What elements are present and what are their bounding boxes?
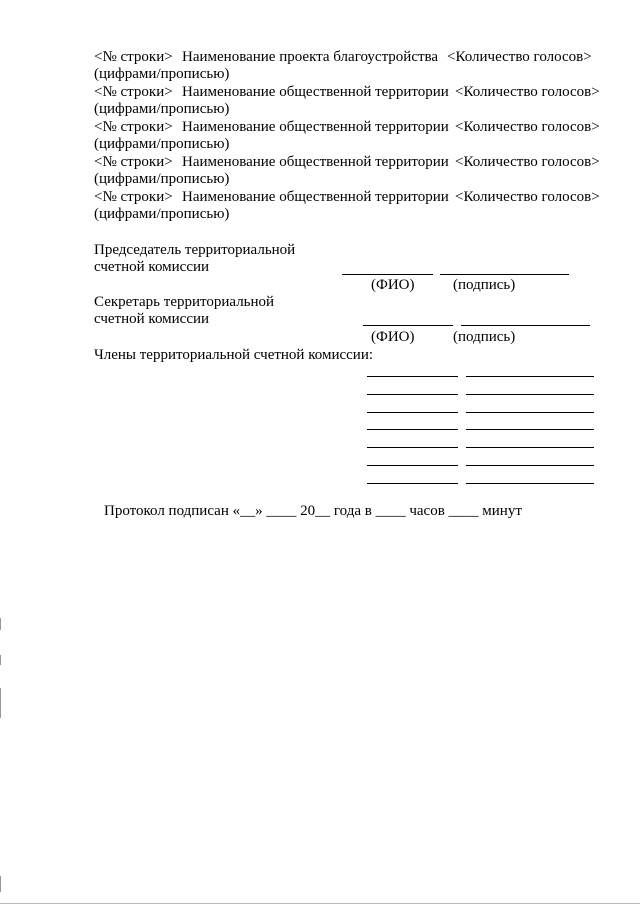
row-note: (цифрами/прописью): [94, 206, 230, 222]
row-number: <№ строки>: [94, 154, 173, 170]
row-number: <№ строки>: [94, 49, 173, 65]
member-signature-line[interactable]: [466, 394, 594, 395]
secretary-fio-line[interactable]: [363, 325, 453, 326]
member-fio-line[interactable]: [367, 394, 458, 395]
row-name: Наименование общественной территории: [182, 154, 449, 170]
fio-caption: (ФИО): [371, 277, 415, 293]
member-signature-line[interactable]: [466, 465, 594, 466]
scan-edge-mark: [0, 688, 1, 718]
row-number: <№ строки>: [94, 84, 173, 100]
row-number: <№ строки>: [94, 119, 173, 135]
row-note: (цифрами/прописью): [94, 171, 230, 187]
chairman-title: Председатель территориальной: [94, 242, 296, 258]
member-fio-line[interactable]: [367, 412, 458, 413]
row-note: (цифрами/прописью): [94, 66, 230, 82]
signature-caption: (подпись): [453, 277, 516, 293]
row-votes: <Количество голосов>: [455, 119, 600, 135]
chairman-title-cont: счетной комиссии: [94, 259, 210, 275]
member-fio-line[interactable]: [367, 483, 458, 484]
member-fio-line[interactable]: [367, 447, 458, 448]
secretary-signature-line[interactable]: [461, 325, 590, 326]
row-votes: <Количество голосов>: [447, 49, 592, 65]
row-name: Наименование общественной территории: [182, 119, 449, 135]
row-number: <№ строки>: [94, 189, 173, 205]
row-note: (цифрами/прописью): [94, 136, 230, 152]
members-title: Члены территориальной счетной комиссии:: [94, 347, 374, 363]
member-fio-line[interactable]: [367, 429, 458, 430]
scan-bottom-edge: [0, 903, 640, 904]
row-votes: <Количество голосов>: [455, 154, 600, 170]
row-name: Наименование общественной территории: [182, 84, 449, 100]
secretary-title-cont: счетной комиссии: [94, 311, 210, 327]
scan-edge-mark: [0, 618, 1, 630]
secretary-title: Секретарь территориальной: [94, 294, 275, 310]
row-name: Наименование проекта благоустройства: [182, 49, 439, 65]
protocol-signed-line: Протокол подписан «__» ____ 20__ года в ____ часов ____ минут: [104, 503, 522, 519]
member-fio-line[interactable]: [367, 376, 458, 377]
chairman-signature-line[interactable]: [440, 274, 569, 275]
row-name: Наименование общественной территории: [182, 189, 449, 205]
fio-caption: (ФИО): [371, 329, 415, 345]
row-votes: <Количество голосов>: [455, 84, 600, 100]
member-signature-line[interactable]: [466, 376, 594, 377]
member-signature-line[interactable]: [466, 429, 594, 430]
row-note: (цифрами/прописью): [94, 101, 230, 117]
member-signature-line[interactable]: [466, 483, 594, 484]
scan-edge-mark: [0, 876, 1, 892]
member-signature-line[interactable]: [466, 412, 594, 413]
member-fio-line[interactable]: [367, 465, 458, 466]
chairman-fio-line[interactable]: [342, 274, 433, 275]
scan-edge-mark: [0, 655, 1, 665]
member-signature-line[interactable]: [466, 447, 594, 448]
signature-caption: (подпись): [453, 329, 516, 345]
row-votes: <Количество голосов>: [455, 189, 600, 205]
